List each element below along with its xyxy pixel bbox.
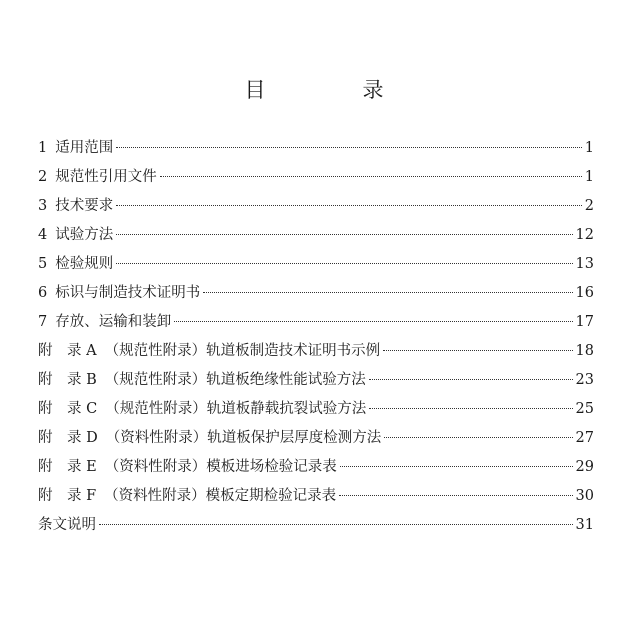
toc-entry-label: [38, 485, 336, 507]
toc-entry: [38, 514, 594, 543]
toc-entry-page: 2: [584, 198, 594, 214]
toc-entry-title: 技术要求: [55, 198, 114, 214]
toc-entry-label: [38, 137, 113, 159]
toc-entry-number: 附 录 D: [38, 430, 98, 446]
toc-entry-page: 23: [575, 372, 594, 388]
toc-entry-title: （规范性附录）轨道板静载抗裂试验方法: [105, 401, 367, 417]
toc-entry-page: 13: [575, 256, 594, 272]
toc-entry-title: 条文说明: [38, 517, 96, 533]
toc-entry-page: 25: [575, 401, 594, 417]
toc-entry-title: （资料性附录）模板定期检验记录表: [104, 488, 337, 504]
toc-entry-page: 16: [575, 285, 594, 301]
toc-entry-label: [38, 166, 157, 188]
toc-entry-number: 附 录 A: [38, 343, 97, 359]
toc-entry-page: 29: [575, 459, 594, 475]
toc-entry: [38, 253, 594, 282]
toc-entry-page: 1: [584, 169, 594, 185]
toc-entry-number: 2: [38, 169, 48, 185]
toc-entry-number: 附 录 B: [38, 372, 97, 388]
toc-entry-title: （规范性附录）轨道板绝缘性能试验方法: [104, 372, 366, 388]
toc-entry-number: 3: [38, 198, 48, 214]
toc-dot-leader: [369, 379, 573, 380]
toc-entry-title: （规范性附录）轨道板制造技术证明书示例: [104, 343, 381, 359]
toc-dot-leader: [116, 234, 572, 235]
toc-dot-leader: [116, 147, 582, 148]
toc-entry-title: 检验规则: [55, 256, 114, 272]
toc-entry-page: 12: [575, 227, 594, 243]
toc-entry-title: 试验方法: [55, 227, 114, 243]
toc-entry: [38, 137, 594, 166]
toc-entry-number: 附 录 F: [38, 488, 97, 504]
toc-entry-page: 18: [575, 343, 594, 359]
toc-dot-leader: [160, 176, 582, 177]
toc-entry-number: 附 录 E: [38, 459, 97, 475]
toc-entry: [38, 311, 594, 340]
toc-dot-leader: [339, 495, 572, 496]
toc-entry-label: [38, 369, 366, 391]
toc-dot-leader: [369, 408, 572, 409]
toc-dot-leader: [203, 292, 572, 293]
toc-entry: [38, 195, 594, 224]
toc-entry-label: [38, 514, 96, 536]
toc-title: 目 录: [244, 78, 422, 102]
toc-entry-title: 适用范围: [55, 140, 114, 156]
toc-entry-number: 6: [38, 285, 48, 301]
toc-dot-leader: [383, 350, 572, 351]
toc-dot-leader: [116, 205, 582, 206]
toc-entry-number: 4: [38, 227, 48, 243]
toc-entry-title: （资料性附录）模板进场检验记录表: [104, 459, 337, 475]
toc-entry-label: [38, 427, 381, 449]
toc-entry-label: [38, 398, 366, 420]
toc-entry-title: 存放、运输和装卸: [55, 314, 172, 330]
toc-entry: [38, 456, 594, 485]
toc-dot-leader: [116, 263, 572, 264]
toc-entry-number: 5: [38, 256, 48, 272]
toc-entry: [38, 398, 594, 427]
toc-entry-number: 附 录 C: [38, 401, 98, 417]
toc-list: [38, 137, 594, 543]
toc-entry-label: [38, 253, 113, 275]
toc-entry-title: （资料性附录）轨道板保护层厚度检测方法: [105, 430, 382, 446]
toc-entry-label: [38, 311, 171, 333]
toc-entry-page: 1: [584, 140, 594, 156]
toc-entry-title: 规范性引用文件: [55, 169, 157, 185]
toc-entry: [38, 427, 594, 456]
toc-entry: [38, 369, 594, 398]
toc-entry: [38, 282, 594, 311]
toc-entry: [38, 224, 594, 253]
toc-entry: [38, 166, 594, 195]
toc-dot-leader: [384, 437, 572, 438]
toc-entry-title: 标识与制造技术证明书: [55, 285, 201, 301]
toc-entry-page: 17: [575, 314, 594, 330]
toc-entry-number: 1: [38, 140, 48, 156]
toc-dot-leader: [340, 466, 573, 467]
toc-dot-leader: [174, 321, 572, 322]
toc-entry-page: 31: [575, 517, 594, 533]
toc-entry-label: [38, 224, 113, 246]
toc-entry-label: [38, 195, 113, 217]
toc-entry-label: [38, 282, 200, 304]
toc-entry: [38, 340, 594, 369]
toc-entry: [38, 485, 594, 514]
toc-entry-page: 27: [575, 430, 594, 446]
toc-entry-number: 7: [38, 314, 48, 330]
toc-entry-page: 30: [575, 488, 594, 504]
toc-dot-leader: [99, 524, 573, 525]
toc-entry-label: [38, 456, 337, 478]
toc-entry-label: [38, 340, 380, 362]
